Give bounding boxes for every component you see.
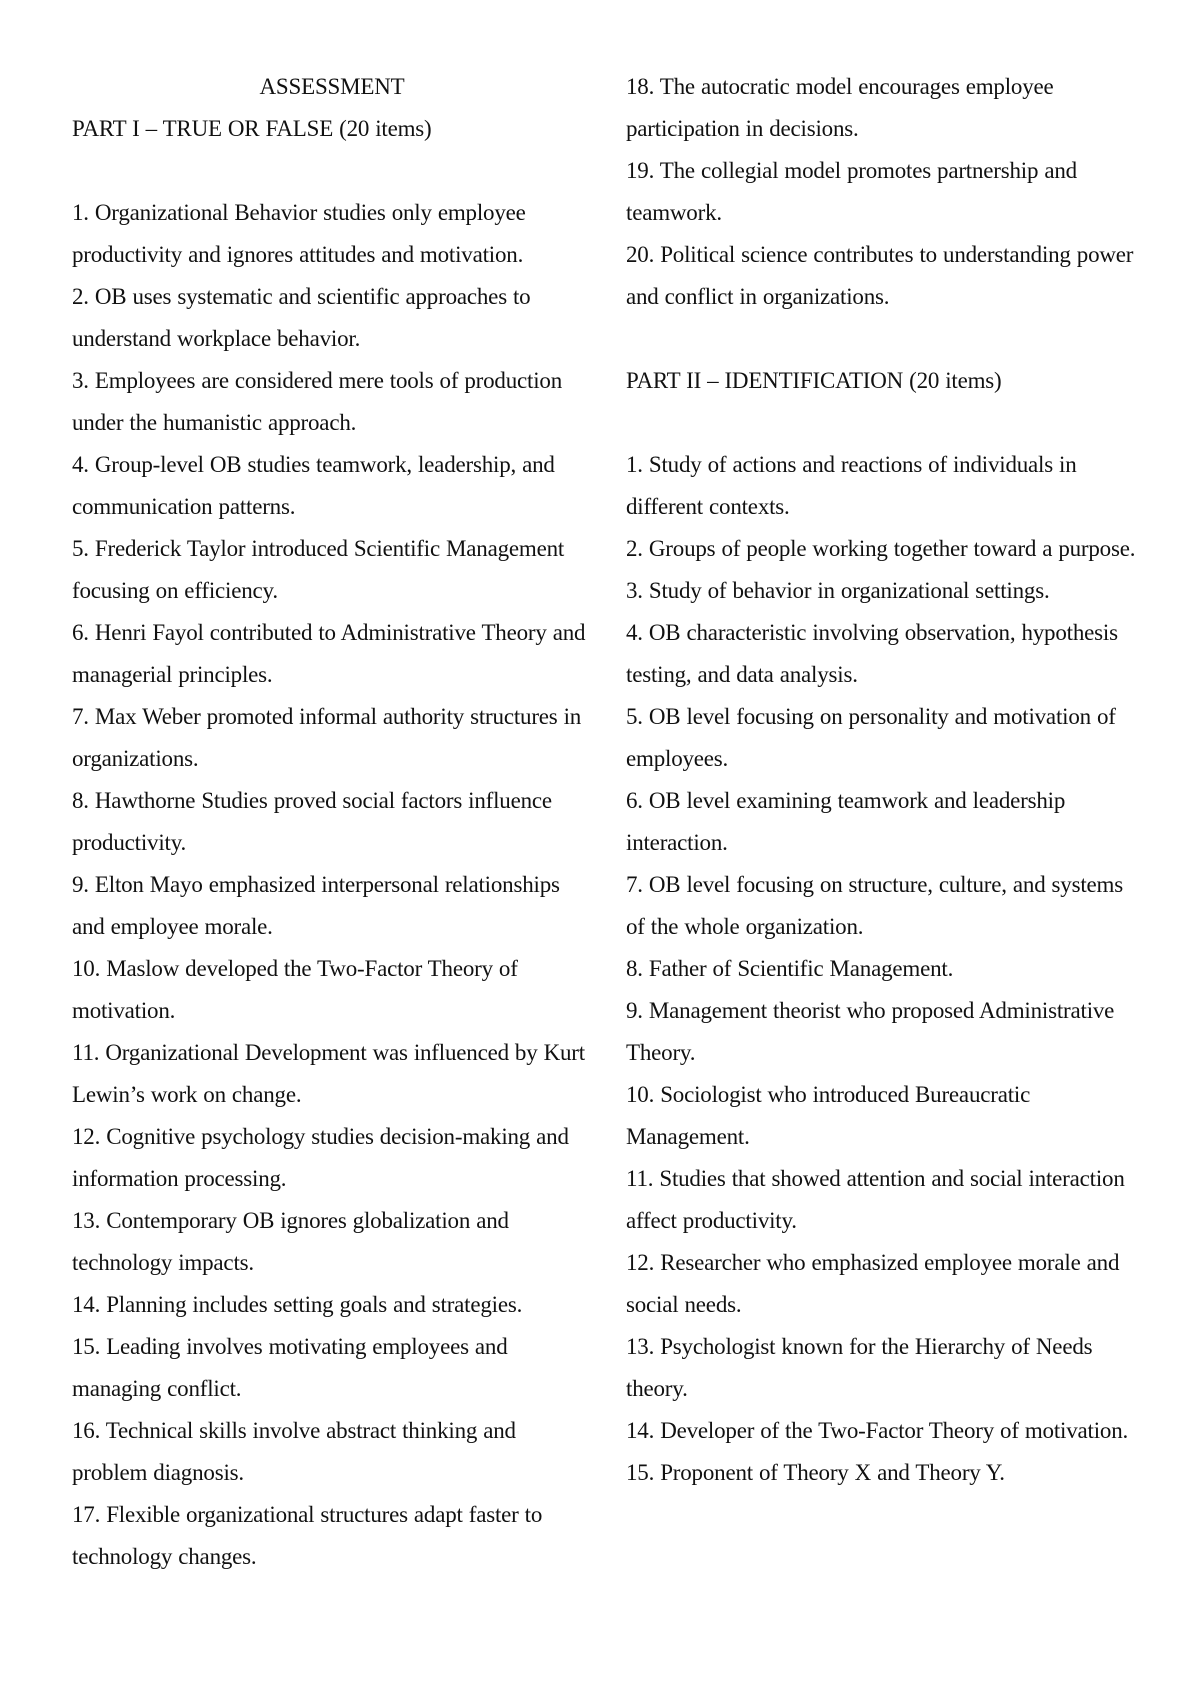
- spacer: [626, 402, 1146, 444]
- part1-item-3: 3. Employees are considered mere tools of production under the humanistic approach.: [72, 368, 563, 435]
- part2-item-3: 3. Study of behavior in organizational settings.: [626, 578, 1050, 603]
- part2-item-15: 15. Proponent of Theory X and Theory Y.: [626, 1460, 1005, 1485]
- part2-item-1: 1. Study of actions and reactions of individuals in different contexts.: [626, 452, 1077, 519]
- part2-item-5: 5. OB level focusing on personality and motivation of employees.: [626, 704, 1116, 771]
- part2-heading: PART II – IDENTIFICATION (20 items): [626, 368, 1002, 393]
- part1-item-8: 8. Hawthorne Studies proved social factors influence productivity.: [72, 788, 552, 855]
- part1-item-7: 7. Max Weber promoted informal authority structures in organizations.: [72, 704, 582, 771]
- page-title: ASSESSMENT: [259, 74, 405, 99]
- part1-item-16: 16. Technical skills involve abstract thinking and problem diagnosis.: [72, 1418, 516, 1485]
- part1-item-12: 12. Cognitive psychology studies decision-making and information processing.: [72, 1124, 569, 1191]
- part2-item-13: 13. Psychologist known for the Hierarchy of Needs theory.: [626, 1334, 1093, 1401]
- part1-item-1: 1. Organizational Behavior studies only employee productivity and ignores attitudes and motivation.: [72, 200, 526, 267]
- part1-heading: PART I – TRUE OR FALSE (20 items): [72, 116, 432, 141]
- part1-item-5: 5. Frederick Taylor introduced Scientific Management focusing on efficiency.: [72, 536, 565, 603]
- part2-item-9: 9. Management theorist who proposed Administrative Theory.: [626, 998, 1115, 1065]
- spacer: [626, 318, 1146, 360]
- part2-item-6: 6. OB level examining teamwork and leadership interaction.: [626, 788, 1066, 855]
- part1-item-10: 10. Maslow developed the Two-Factor Theory of motivation.: [72, 956, 518, 1023]
- part1-item-17: 17. Flexible organizational structures adapt faster to technology changes.: [72, 1502, 543, 1569]
- part2-item-2: 2. Groups of people working together toward a purpose.: [626, 536, 1136, 561]
- part2-item-14: 14. Developer of the Two-Factor Theory of motivation.: [626, 1418, 1129, 1443]
- part1-item-14: 14. Planning includes setting goals and strategies.: [72, 1292, 523, 1317]
- left-column: [72, 66, 592, 1578]
- part1-item-4: 4. Group-level OB studies teamwork, leadership, and communication patterns.: [72, 452, 555, 519]
- spacer: [72, 150, 592, 192]
- part1-item-6: 6. Henri Fayol contributed to Administrative Theory and managerial principles.: [72, 620, 586, 687]
- part1-item-18: 18. The autocratic model encourages employee participation in decisions.: [626, 74, 1054, 141]
- part2-item-12: 12. Researcher who emphasized employee morale and social needs.: [626, 1250, 1120, 1317]
- part1-item-19: 19. The collegial model promotes partnership and teamwork.: [626, 158, 1077, 225]
- part1-item-11: 11. Organizational Development was influenced by Kurt Lewin’s work on change.: [72, 1040, 585, 1107]
- part2-item-7: 7. OB level focusing on structure, culture, and systems of the whole organization.: [626, 872, 1123, 939]
- part2-item-8: 8. Father of Scientific Management.: [626, 956, 954, 981]
- part1-item-2: 2. OB uses systematic and scientific approaches to understand workplace behavior.: [72, 284, 531, 351]
- part2-item-10: 10. Sociologist who introduced Bureaucratic Management.: [626, 1082, 1031, 1149]
- part1-item-20: 20. Political science contributes to understanding power and conflict in organizations.: [626, 242, 1134, 309]
- part1-item-13: 13. Contemporary OB ignores globalization and technology impacts.: [72, 1208, 509, 1275]
- part2-item-4: 4. OB characteristic involving observation, hypothesis testing, and data analysis.: [626, 620, 1118, 687]
- part1-item-15: 15. Leading involves motivating employees and managing conflict.: [72, 1334, 508, 1401]
- part2-item-11: 11. Studies that showed attention and social interaction affect productivity.: [626, 1166, 1125, 1233]
- right-column: [626, 66, 1146, 1494]
- part1-item-9: 9. Elton Mayo emphasized interpersonal relationships and employee morale.: [72, 872, 560, 939]
